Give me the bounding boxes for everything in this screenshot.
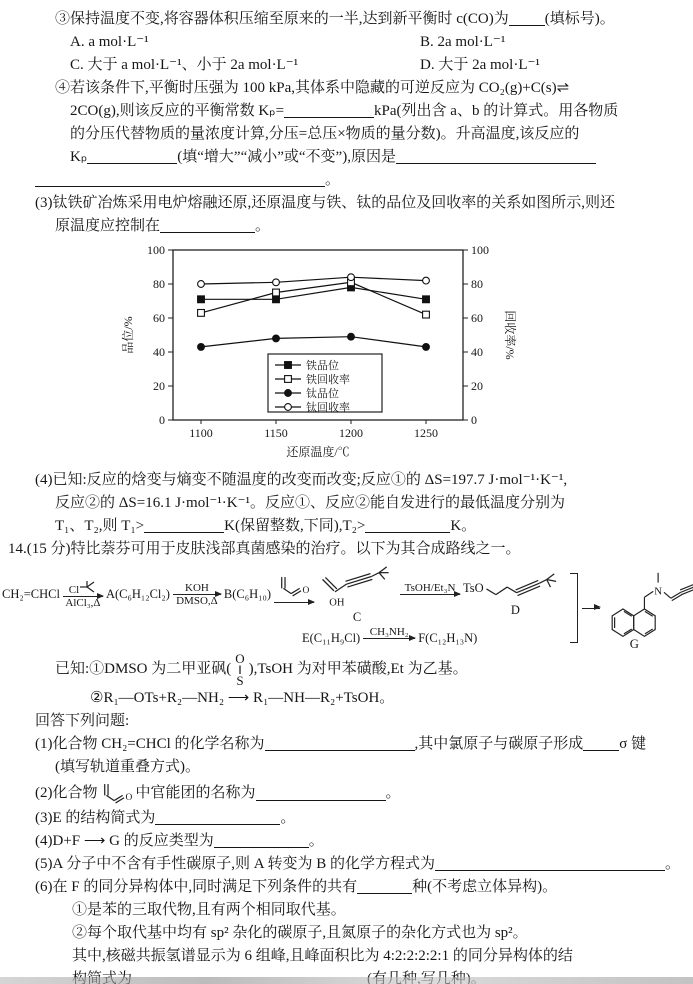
subq1-text: (1)化合物 CH₂=CHCl 的化学名称为 bbox=[35, 736, 265, 752]
compound-a-formula: A(C₆H₁₂Cl₂) bbox=[105, 587, 170, 601]
data-point bbox=[273, 279, 280, 286]
right-tick-label: 20 bbox=[471, 379, 483, 393]
oh-label: OH bbox=[329, 597, 345, 609]
subq6-tail: 种(不考虑立体异构)。 bbox=[412, 879, 558, 895]
x-axis-title: 还原温度/℃ bbox=[286, 445, 350, 459]
compound-f-formula: F(C₁₂H₁₃N) bbox=[418, 631, 478, 645]
subq4-line bbox=[35, 830, 693, 853]
data-point bbox=[273, 289, 280, 296]
q4-reason-label: (填“增大”“减小”或“不变”),原因是 bbox=[177, 149, 396, 165]
koh-label: KOH bbox=[185, 582, 209, 594]
legend-marker bbox=[285, 390, 292, 397]
q4-paren-line1: (4)已知:反应的焓变与熵变不随温度的改变而改变;反应①的 ΔS=197.7 J·mol⁻¹·K⁻¹, bbox=[35, 472, 568, 488]
legend-label: 钛回收率 bbox=[306, 402, 350, 414]
options-row-cd bbox=[70, 54, 693, 77]
q4-circle-line4 bbox=[70, 146, 693, 169]
arrow-shaft bbox=[63, 596, 103, 597]
data-point bbox=[198, 296, 205, 303]
answer-blank bbox=[435, 855, 665, 871]
subq5-text: (5)A 分子中不含有手性碳原子,则 A 转变为 B 的化学方程式为 bbox=[35, 856, 436, 872]
answer-blank bbox=[265, 735, 415, 751]
sulfur-label: S bbox=[236, 672, 244, 688]
data-point bbox=[423, 344, 430, 351]
answer-blank bbox=[214, 832, 309, 848]
subq6-condition1: ①是苯的三取代物,且有两个相同取代基。 bbox=[72, 902, 346, 918]
q3-paren-text: 原温度应控制在 bbox=[55, 218, 161, 234]
answer-blank bbox=[144, 517, 224, 533]
grade-recovery-chart bbox=[118, 242, 693, 467]
q4-circle-line2 bbox=[70, 100, 693, 123]
compound-b-formula: B(C₆H₁₀) bbox=[223, 587, 272, 601]
period: 。 bbox=[665, 856, 681, 872]
dmso-label: DMSO,Δ bbox=[176, 595, 218, 607]
arrow-shaft bbox=[173, 594, 221, 595]
answer-blank bbox=[160, 217, 255, 233]
nitrogen-label: N bbox=[653, 585, 662, 598]
right-tick-label: 0 bbox=[471, 413, 477, 427]
subq6-line1 bbox=[35, 876, 693, 899]
synthesis-route bbox=[2, 565, 693, 651]
x-tick-label: 1150 bbox=[264, 426, 288, 440]
option-d: D. 大于 2a mol·L⁻¹ bbox=[420, 57, 540, 73]
subq3-text: (3)E 的结构简式为 bbox=[35, 810, 156, 826]
tso-label: TsO bbox=[463, 580, 484, 595]
right-tick-label: 40 bbox=[471, 345, 483, 359]
answer-blank bbox=[87, 148, 177, 164]
reaction-arrow-5 bbox=[363, 626, 415, 651]
empty bbox=[429, 595, 432, 607]
legend-label: 铁回收率 bbox=[306, 374, 350, 386]
answer-blank bbox=[583, 735, 619, 751]
period: 。 bbox=[325, 172, 341, 188]
compound-c-drawing bbox=[317, 565, 397, 611]
answer-blank bbox=[509, 10, 545, 26]
route-row1 bbox=[2, 565, 568, 624]
data-point bbox=[273, 296, 280, 303]
right-axis-title: 回收率/% bbox=[503, 310, 517, 360]
left-tick-label: 40 bbox=[153, 345, 165, 359]
chart-svg bbox=[118, 242, 520, 462]
cl-label: Cl bbox=[68, 584, 80, 596]
series-line bbox=[201, 282, 426, 314]
arrow-shaft bbox=[363, 638, 415, 639]
q14-header: 14.(15 分)特比萘芬可用于皮肤浅部真菌感染的治疗。以下为其合成路线之一。 bbox=[8, 541, 521, 557]
data-point bbox=[198, 281, 205, 288]
compound-g-structure bbox=[603, 565, 693, 651]
left-tick-label: 80 bbox=[153, 277, 165, 291]
data-point bbox=[198, 310, 205, 317]
left-tick-label: 100 bbox=[147, 243, 165, 257]
data-point bbox=[423, 277, 430, 284]
q4-kp-label: 2CO(g),则该反应的平衡常数 Kₚ= bbox=[70, 103, 285, 119]
known-post: ),TsOH 为对甲苯磺酸,Et 为乙基。 bbox=[248, 661, 468, 677]
compound-d-row bbox=[463, 572, 568, 604]
answer-blank bbox=[284, 102, 374, 118]
empty bbox=[388, 639, 391, 651]
compound-d-structure bbox=[463, 572, 568, 617]
double-bond-glyph: ‖ bbox=[238, 661, 242, 677]
data-point bbox=[423, 296, 430, 303]
series-line bbox=[201, 277, 426, 284]
q4-kp-tail: kPa(列出含 a、b 的计算式。用各物质 bbox=[374, 103, 619, 119]
right-tick-label: 100 bbox=[471, 243, 489, 257]
q4-circle-line1: ④若该条件下,平衡时压强为 100 kPa,其体系中隐藏的可逆反应为 CO₂(g)+C(s)⇌ bbox=[55, 80, 570, 96]
legend-label: 钛品位 bbox=[306, 388, 339, 400]
reaction-arrow-3 bbox=[274, 574, 314, 615]
data-point bbox=[348, 333, 355, 340]
q4-circle-line3: 的分压代替物质的量浓度计算,分压=总压×物质的量分数)。升高温度,该反应的 bbox=[70, 126, 580, 142]
tsoh-et3n-label: TsOH/Et₃N bbox=[404, 582, 456, 594]
right-tick-label: 80 bbox=[471, 277, 483, 291]
oxygen-label: O bbox=[235, 650, 245, 666]
subq1-mid: ,其中氯原子与碳原子形成 bbox=[414, 736, 584, 752]
subq3-line bbox=[35, 807, 693, 830]
known-line2: ②R₁—OTs+R₂—NH₂ ⟶ R₁—NH—R₂+TsOH。 bbox=[90, 690, 395, 706]
legend-marker bbox=[285, 376, 292, 383]
subq6-text: (6)在 F 的同分异构体中,同时满足下列条件的共有 bbox=[35, 879, 358, 895]
data-point bbox=[423, 311, 430, 318]
left-tick-label: 60 bbox=[153, 311, 165, 325]
option-b: B. 2a mol·L⁻¹ bbox=[420, 34, 506, 50]
x-tick-label: 1200 bbox=[339, 426, 363, 440]
period: 。 bbox=[280, 810, 296, 826]
known-pre: 已知:①DMSO 为二甲亚砜( bbox=[55, 661, 232, 677]
data-point bbox=[198, 344, 205, 351]
q3-circle-text: ③保持温度不变,将容器体积压缩至原来的一半,达到新平衡时 c(CO)为 bbox=[55, 11, 509, 27]
acrolein-structure bbox=[277, 574, 311, 602]
right-tick-label: 60 bbox=[471, 311, 483, 325]
known-line1 bbox=[55, 651, 693, 687]
legend-label: 铁品位 bbox=[306, 360, 339, 372]
left-axis-title: 品位/% bbox=[121, 316, 135, 354]
q4-circle-line5 bbox=[35, 169, 693, 192]
reaction-arrow-2 bbox=[173, 582, 221, 607]
subq2-mid: 中官能团的名称为 bbox=[135, 785, 256, 801]
subq1-line2: (填写轨道重叠方式)。 bbox=[55, 759, 200, 775]
t1-label: T₁、T₂,则 T₁> bbox=[55, 518, 145, 534]
answer-blank bbox=[256, 785, 386, 801]
subq2-line bbox=[35, 779, 693, 807]
empty bbox=[293, 603, 296, 615]
acrolein-inline-icon bbox=[100, 781, 134, 806]
sigma-bond-text: σ 键 bbox=[619, 736, 647, 752]
alcl3-label: AlCl₃,Δ bbox=[65, 597, 101, 609]
t2-label: K(保留整数,下同),T₂> bbox=[224, 518, 366, 534]
tbu-skeleton-icon bbox=[79, 580, 97, 593]
left-tick-label: 0 bbox=[159, 413, 165, 427]
subq4-text: (4)D+F ⟶ G 的反应类型为 bbox=[35, 833, 214, 849]
q3-paren-line2 bbox=[55, 215, 693, 238]
q4-paren-line3 bbox=[55, 515, 693, 538]
subq6-condition2: ②每个取代基中均有 sp² 杂化的碳原子,且氮原子的杂化方式也为 sp²。 bbox=[72, 925, 528, 941]
vinyl-chloride-formula: CH₂=CHCl bbox=[2, 587, 60, 601]
option-c: C. 大于 a mol·L⁻¹、小于 2a mol·L⁻¹ bbox=[70, 57, 299, 73]
answer-blank bbox=[357, 878, 412, 894]
compound-e-formula: E(C₁₁H₉Cl) bbox=[302, 631, 361, 645]
q3-paren-line1: (3)钛铁矿冶炼采用电炉熔融还原,还原温度与铁、钛的品位及回收率的关系如图所示,则还 bbox=[35, 195, 615, 211]
compound-d-drawing bbox=[484, 572, 568, 604]
data-point bbox=[348, 274, 355, 281]
compound-g-letter: G bbox=[629, 637, 639, 651]
series-line bbox=[201, 337, 426, 347]
compound-d-letter: D bbox=[510, 603, 520, 617]
ch3nh2-label: CH₃NH₂ bbox=[369, 626, 409, 638]
compound-c-letter: C bbox=[352, 610, 362, 624]
route-row2 bbox=[302, 626, 568, 651]
answer-blank bbox=[365, 517, 450, 533]
subq5-line bbox=[35, 853, 693, 876]
oxygen-label: O bbox=[125, 792, 132, 803]
arrow-shaft bbox=[274, 602, 314, 603]
answer-blank bbox=[35, 171, 325, 187]
subq2-text: (2)化合物 bbox=[35, 785, 98, 801]
q3-circle-tail: (填标号)。 bbox=[544, 11, 615, 27]
period: 。 bbox=[385, 785, 401, 801]
arrow-shaft bbox=[400, 594, 460, 595]
scan-artifact-strip bbox=[0, 977, 693, 984]
x-tick-label: 1100 bbox=[189, 426, 213, 440]
acrolein-icon bbox=[277, 574, 311, 599]
left-tick-label: 20 bbox=[153, 379, 165, 393]
q3-circle-line1 bbox=[55, 8, 693, 31]
option-a: A. a mol·L⁻¹ bbox=[70, 34, 149, 50]
answer-blank bbox=[396, 148, 596, 164]
q4-paren-line2: 反应②的 ΔS=16.1 J·mol⁻¹·K⁻¹。反应①、反应②能自发进行的最低温度分别为 bbox=[55, 495, 566, 511]
period: 。 bbox=[308, 833, 324, 849]
reaction-arrow-1 bbox=[63, 580, 103, 609]
kp-symbol: Kₚ bbox=[70, 149, 88, 165]
answer-prompt: 回答下列问题: bbox=[35, 713, 130, 729]
terbinafine-drawing bbox=[603, 565, 693, 651]
reaction-arrow-4 bbox=[400, 582, 460, 607]
answer-blank bbox=[155, 809, 280, 825]
x-tick-label: 1250 bbox=[414, 426, 438, 440]
legend-marker bbox=[285, 362, 292, 369]
svg-text:O: O bbox=[302, 586, 310, 597]
compound-c-structure bbox=[317, 565, 397, 624]
arrow-to-g bbox=[582, 608, 600, 609]
period: 。 bbox=[255, 218, 271, 234]
legend-marker bbox=[285, 404, 292, 411]
reagent-tbucl bbox=[69, 580, 97, 596]
subq1-line1 bbox=[35, 733, 693, 756]
options-row-ab bbox=[70, 31, 693, 54]
combining-bracket bbox=[570, 573, 578, 643]
data-point bbox=[273, 335, 280, 342]
subq6-line4: 其中,核磁共振氢谱显示为 6 组峰,且峰面积比为 4:2:2:2:2:1 的同分异构体的结 bbox=[72, 948, 573, 964]
route-main bbox=[2, 565, 568, 651]
unit-k: K。 bbox=[450, 518, 477, 534]
dmso-structure bbox=[235, 650, 245, 688]
series-line bbox=[201, 287, 426, 299]
